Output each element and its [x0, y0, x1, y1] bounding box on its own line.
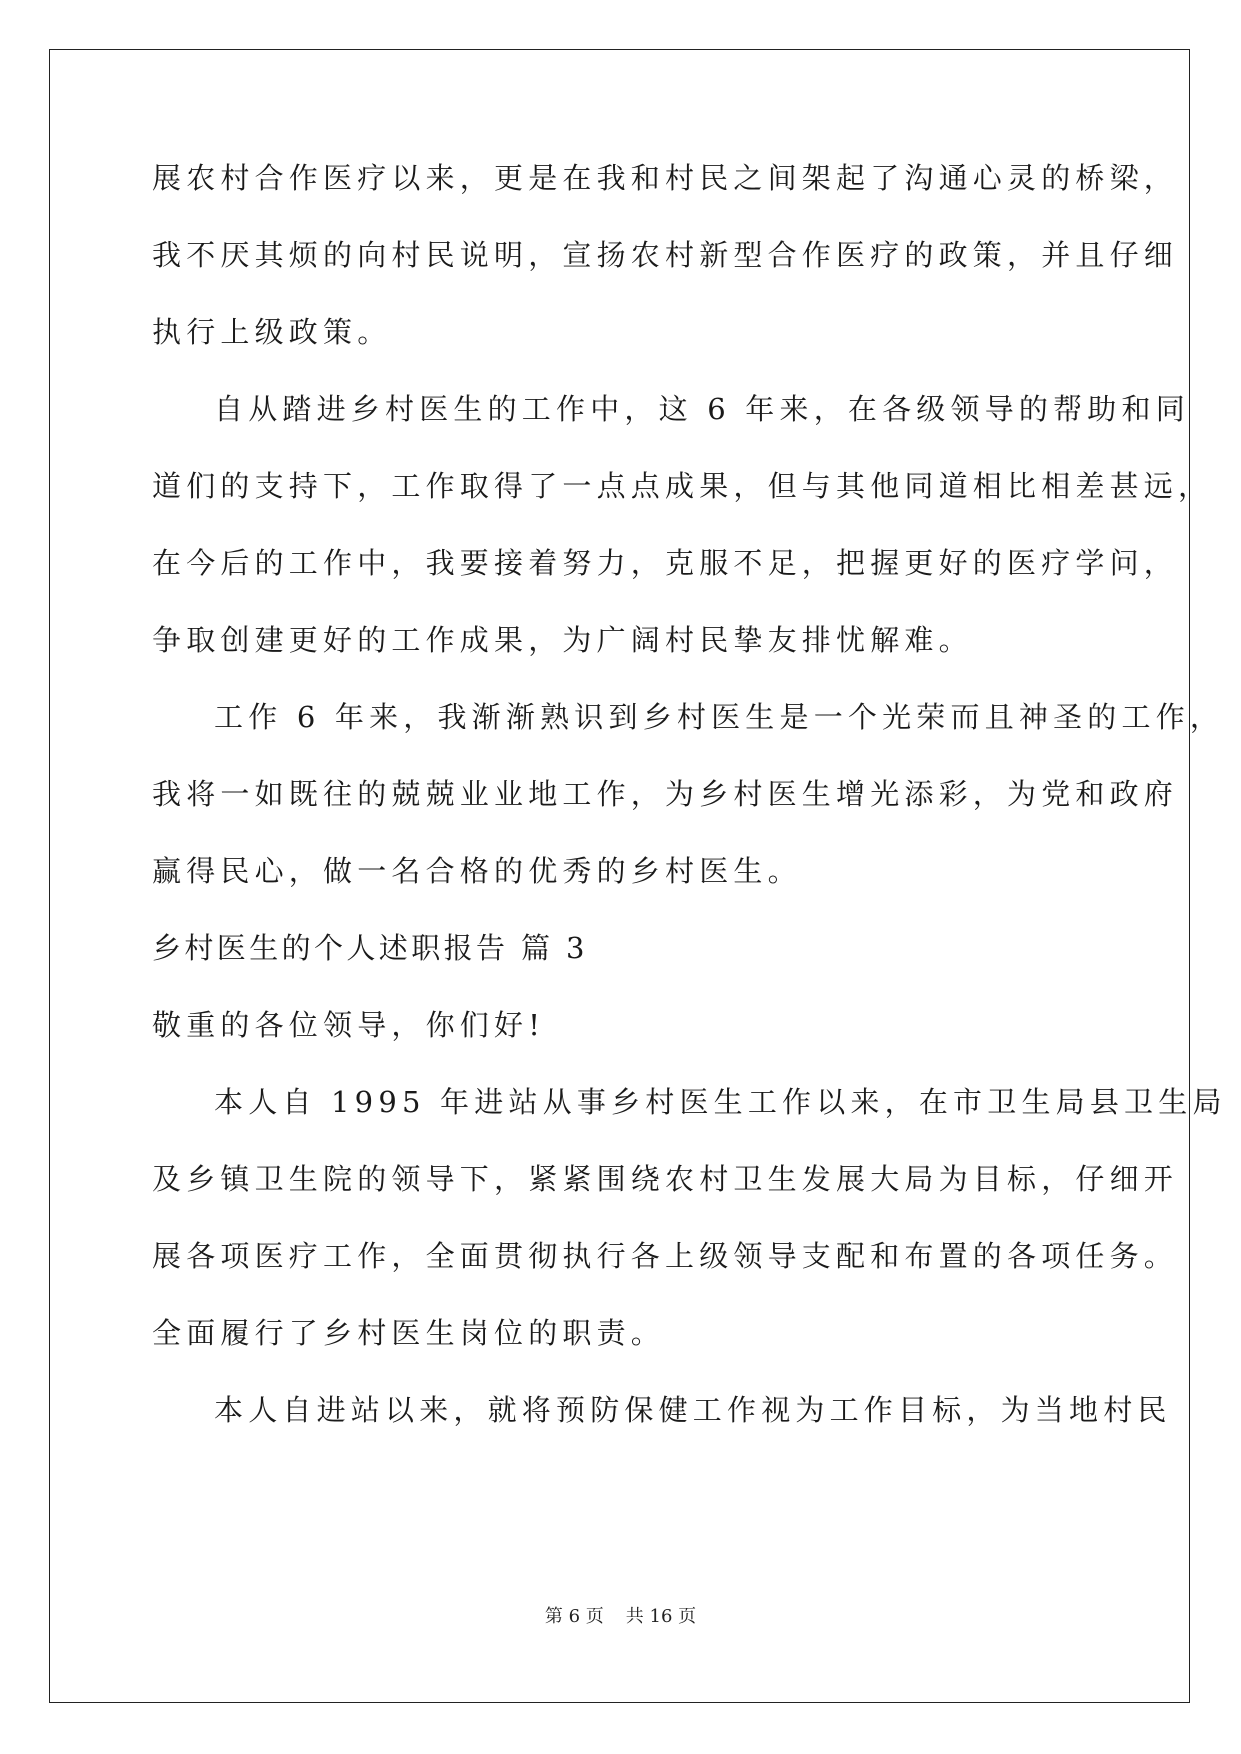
paragraph-line: 执行上级政策。	[152, 315, 392, 349]
paragraph-line: 赢得民心，做一名合格的优秀的乡村医生。	[152, 854, 802, 888]
paragraph-line: 我不厌其烦的向村民说明，宣扬农村新型合作医疗的政策，并且仔细	[152, 238, 1179, 272]
paragraph-line: 道们的支持下，工作取得了一点点成果，但与其他同道相比相差甚远，	[152, 469, 1213, 503]
paragraph-line: 争取创建更好的工作成果，为广阔村民挚友排忧解难。	[152, 623, 973, 657]
paragraph-line: 及乡镇卫生院的领导下，紧紧围绕农村卫生发展大局为目标，仔细开	[152, 1162, 1179, 1196]
salutation-line: 敬重的各位领导，你们好!	[152, 1008, 546, 1042]
paragraph-line: 展农村合作医疗以来，更是在我和村民之间架起了沟通心灵的桥梁，	[152, 161, 1179, 195]
paragraph-line: 本人自 1995 年进站从事乡村医生工作以来，在市卫生局县卫生局	[214, 1085, 1227, 1119]
section-heading: 乡村医生的个人述职报告 篇 3	[152, 931, 588, 965]
paragraph-line: 展各项医疗工作，全面贯彻执行各上级领导支配和布置的各项任务。	[152, 1239, 1179, 1273]
page-number: 第 6 页	[544, 1606, 604, 1627]
paragraph-line: 我将一如既往的兢兢业业地工作，为乡村医生增光添彩，为党和政府	[152, 777, 1179, 811]
paragraph-line: 在今后的工作中，我要接着努力，克服不足，把握更好的医疗学问，	[152, 546, 1179, 580]
paragraph-line: 全面履行了乡村医生岗位的职责。	[152, 1316, 666, 1350]
page-footer	[0, 1602, 1241, 1628]
paragraph-line: 自从踏进乡村医生的工作中，这 6 年来，在各级领导的帮助和同	[214, 392, 1190, 426]
paragraph-line: 本人自进站以来，就将预防保健工作视为工作目标，为当地村民	[214, 1393, 1172, 1427]
paragraph-line: 工作 6 年来，我渐渐熟识到乡村医生是一个光荣而且神圣的工作，	[214, 700, 1225, 734]
page-total: 共 16 页	[625, 1606, 697, 1627]
